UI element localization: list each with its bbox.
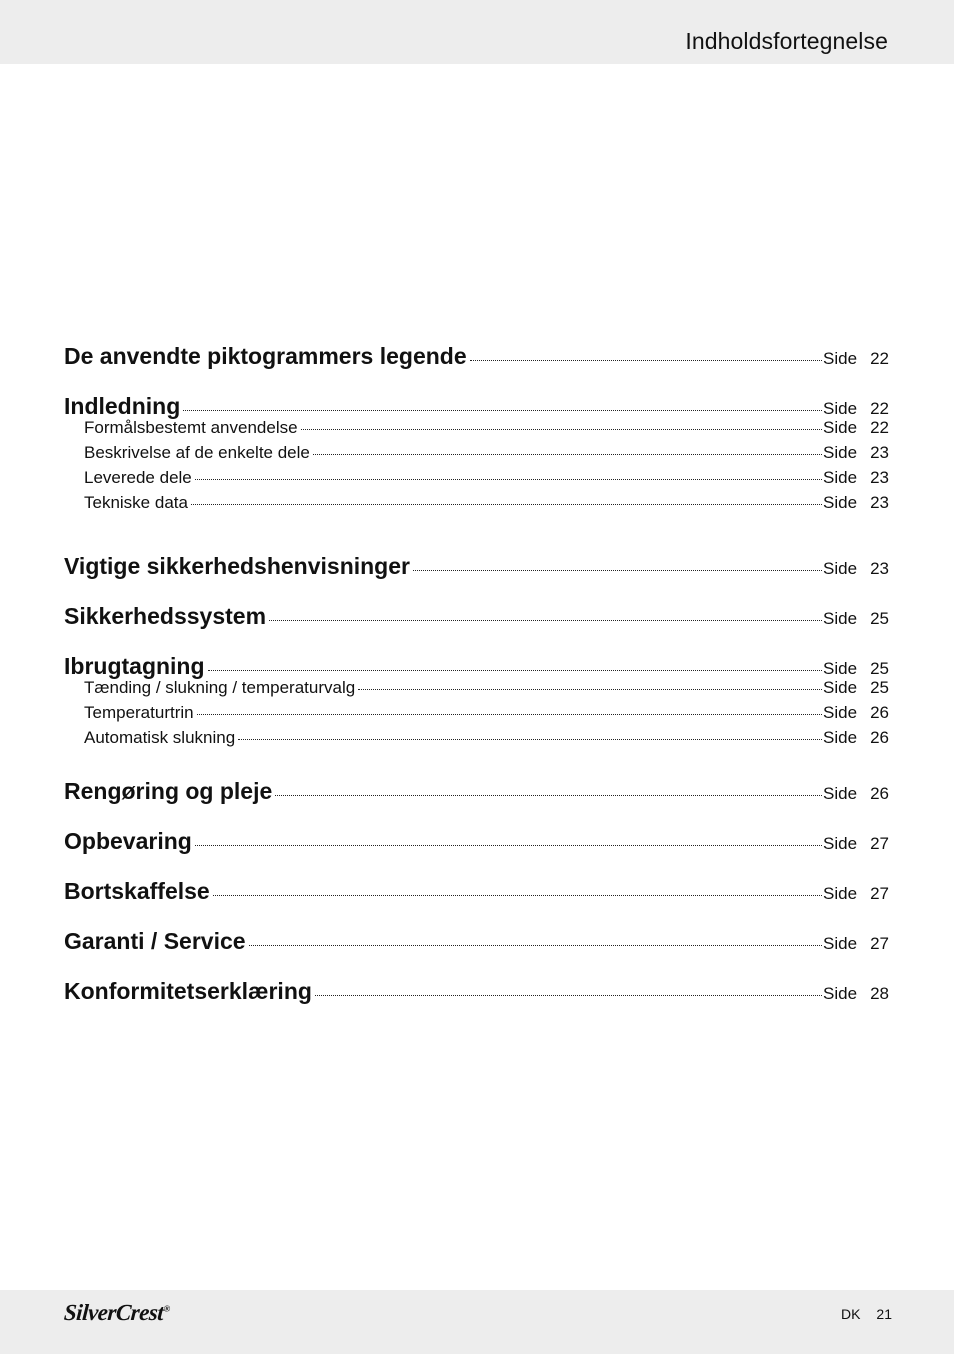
toc-entry-title: Konformitetserklæring xyxy=(64,978,312,1004)
footer-page-info xyxy=(841,1306,892,1322)
toc-subentry-title: Formålsbestemt anvendelse xyxy=(84,418,298,437)
toc-subentry-side-label: Side xyxy=(823,678,858,697)
toc-subentry-title: Leverede dele xyxy=(84,468,192,487)
toc-entry-side-label: Side xyxy=(823,609,858,628)
toc-subentry-page: 26 xyxy=(870,703,889,722)
toc-subentry-page: 25 xyxy=(870,678,889,697)
dot-leader xyxy=(213,895,822,896)
toc-subentry-side-label: Side xyxy=(823,418,858,437)
toc-subentry-page: 22 xyxy=(870,418,889,437)
toc-subentry[interactable] xyxy=(64,493,889,518)
toc-entry-side-label: Side xyxy=(823,559,858,578)
dot-leader xyxy=(315,995,822,996)
toc-subentry-page: 23 xyxy=(870,468,889,487)
toc-subentry[interactable] xyxy=(64,443,889,468)
toc-entry-side-label: Side xyxy=(823,399,858,418)
toc-subentry-title: Beskrivelse af de enkelte dele xyxy=(84,443,310,462)
dot-leader xyxy=(275,795,822,796)
toc-entry[interactable] xyxy=(64,928,889,953)
toc-entry-side-label: Side xyxy=(823,349,858,368)
toc-subentry-title: Temperaturtrin xyxy=(84,703,194,722)
toc-subentry-side-label: Side xyxy=(823,493,858,512)
registered-mark: ® xyxy=(163,1303,171,1314)
toc-entry[interactable] xyxy=(64,778,889,803)
toc-entry[interactable] xyxy=(64,553,889,578)
dot-leader xyxy=(249,945,822,946)
toc-subentry-side-label: Side xyxy=(823,703,858,722)
toc-entry-side-label: Side xyxy=(823,784,858,803)
toc-entry-page: 27 xyxy=(870,884,889,903)
toc-subentry-side-label: Side xyxy=(823,443,858,462)
toc-subentry-page: 23 xyxy=(870,443,889,462)
toc-subentry[interactable] xyxy=(64,728,889,753)
toc-entry[interactable] xyxy=(64,393,889,418)
toc-entry[interactable] xyxy=(64,828,889,853)
toc-entry-side-label: Side xyxy=(823,934,858,953)
dot-leader xyxy=(238,739,822,740)
toc-entry-page: 26 xyxy=(870,784,889,803)
dot-leader xyxy=(413,570,822,571)
page-title: Indholdsfortegnelse xyxy=(685,28,888,54)
dot-leader xyxy=(313,454,822,455)
dot-leader xyxy=(183,410,822,411)
dot-leader xyxy=(269,620,822,621)
toc-entry[interactable] xyxy=(64,343,889,368)
logo-text: SilverCrest xyxy=(63,1300,165,1325)
toc-entry-title: Rengøring og pleje xyxy=(64,778,273,804)
toc-subentry[interactable] xyxy=(64,678,889,703)
page-number: 21 xyxy=(876,1306,892,1322)
toc-subentry-side-label: Side xyxy=(823,468,858,487)
toc-entry-title: Sikkerhedssystem xyxy=(64,603,267,629)
dot-leader xyxy=(208,670,822,671)
toc-entry[interactable] xyxy=(64,978,889,1003)
toc-entry-title: Indledning xyxy=(64,393,181,419)
language-code: DK xyxy=(840,1306,861,1322)
toc-entry-page: 23 xyxy=(870,559,889,578)
toc-entry-side-label: Side xyxy=(823,984,858,1003)
toc-entry[interactable] xyxy=(64,878,889,903)
toc-entry-title: Ibrugtagning xyxy=(64,653,205,679)
toc-entry-page: 25 xyxy=(870,609,889,628)
dot-leader xyxy=(191,504,822,505)
toc-entry-side-label: Side xyxy=(823,884,858,903)
dot-leader xyxy=(197,714,822,715)
dot-leader xyxy=(470,360,822,361)
dot-leader xyxy=(195,479,822,480)
toc-entry-page: 27 xyxy=(870,934,889,953)
toc-subentry[interactable] xyxy=(64,418,889,443)
toc-entry-side-label: Side xyxy=(823,834,858,853)
toc-entry-title: Bortskaffelse xyxy=(64,878,210,904)
toc-entry-page: 22 xyxy=(870,399,889,418)
toc-entry-title: De anvendte piktogrammers legende xyxy=(64,343,467,369)
toc-subentry-page: 23 xyxy=(870,493,889,512)
toc-subentry-page: 26 xyxy=(870,728,889,747)
toc-subentry[interactable] xyxy=(64,703,889,728)
toc-subentry[interactable] xyxy=(64,468,889,493)
toc-entry-side-label: Side xyxy=(823,659,858,678)
toc-subentry-title: Tænding / slukning / temperaturvalg xyxy=(84,678,356,697)
silvercrest-logo xyxy=(63,1300,170,1326)
toc-subentry-title: Automatisk slukning xyxy=(84,728,236,747)
toc-entry[interactable] xyxy=(64,653,889,678)
toc-entry-page: 28 xyxy=(870,984,889,1003)
toc-entry-page: 22 xyxy=(870,349,889,368)
toc-entry-title: Opbevaring xyxy=(64,828,192,854)
toc-entry[interactable] xyxy=(64,603,889,628)
dot-leader xyxy=(195,845,822,846)
toc-entry-title: Vigtige sikkerhedshenvisninger xyxy=(64,553,410,579)
toc-entry-page: 27 xyxy=(870,834,889,853)
toc-subentry-side-label: Side xyxy=(823,728,858,747)
table-of-contents xyxy=(64,343,889,1003)
dot-leader xyxy=(301,429,822,430)
toc-subentry-title: Tekniske data xyxy=(84,493,188,512)
toc-entry-title: Garanti / Service xyxy=(64,928,246,954)
toc-entry-page: 25 xyxy=(870,659,889,678)
dot-leader xyxy=(358,689,822,690)
